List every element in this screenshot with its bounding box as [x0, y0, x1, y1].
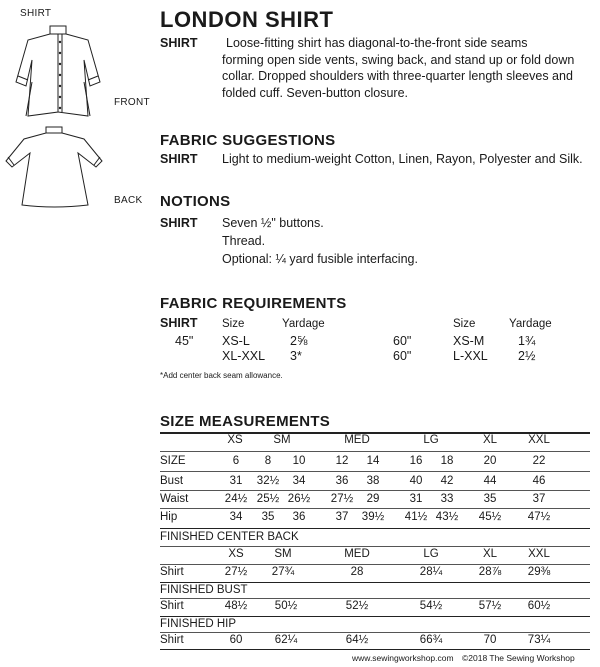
table-cell: 6 — [232, 455, 240, 467]
table-cell: 46 — [532, 475, 546, 487]
table-cell: 31 — [229, 475, 243, 487]
table-cell: 24½ — [224, 493, 248, 505]
table-cell: 40 — [409, 475, 423, 487]
table-cell: 52½ — [345, 600, 369, 612]
table-cell: 16 — [409, 455, 423, 467]
size-header: Size — [453, 318, 476, 330]
row-label: Shirt — [160, 600, 184, 612]
size-group-header: SM — [274, 548, 292, 560]
row-label: SIZE — [160, 455, 186, 467]
table-cell: 70 — [483, 634, 497, 646]
size-header: Size — [222, 318, 245, 330]
table-cell: 28⅞ — [478, 566, 502, 578]
row-label: Bust — [160, 475, 184, 487]
fabric-width: 45" — [175, 334, 194, 348]
table-cell: 29⅜ — [527, 566, 551, 578]
table-cell: 48½ — [224, 600, 248, 612]
table-cell: 25½ — [256, 493, 280, 505]
table-cell: 28¼ — [419, 566, 443, 578]
req-size: XS-M — [453, 334, 485, 348]
table-divider — [160, 528, 590, 529]
table-cell: 20 — [483, 455, 497, 467]
size-group-header: LG — [423, 434, 439, 446]
table-cell: 57½ — [478, 600, 502, 612]
notion-item: Optional: ¼ yard fusible interfacing. — [222, 252, 418, 266]
row-label: Shirt — [160, 566, 184, 578]
table-cell: 12 — [335, 455, 349, 467]
table-divider — [160, 582, 590, 583]
notion-item: Seven ½" buttons. — [222, 216, 324, 230]
table-divider — [160, 564, 590, 565]
notions-label: SHIRT — [160, 216, 198, 230]
table-divider — [160, 632, 590, 633]
table-cell: 37 — [532, 493, 546, 505]
description-line: forming open side vents, swing back, and stand up or fold down — [222, 52, 575, 67]
row-label: Hip — [160, 511, 178, 523]
description-label: SHIRT — [160, 36, 198, 50]
footer-copyright: ©2018 The Sewing Workshop — [462, 653, 575, 663]
req-size: XS-L — [222, 334, 250, 348]
size-group-header: MED — [344, 548, 370, 560]
size-measurements-heading: SIZE MEASUREMENTS — [160, 413, 331, 430]
row-label: Waist — [160, 493, 189, 505]
fabric-suggestions-text: Light to medium-weight Cotton, Linen, Rayon, Polyester and Silk. — [222, 152, 583, 166]
table-cell: 64½ — [345, 634, 369, 646]
description-line: folded cuff. Seven-button closure. — [222, 85, 408, 100]
table-cell: 27½ — [330, 493, 354, 505]
table-cell: 38 — [366, 475, 380, 487]
req-yardage: 3* — [290, 349, 302, 363]
table-cell: 60 — [229, 634, 243, 646]
back-view-label: BACK — [114, 195, 143, 206]
table-divider — [160, 546, 590, 547]
row-label: Shirt — [160, 634, 184, 646]
table-cell: 44 — [483, 475, 497, 487]
table-cell: 22 — [532, 455, 546, 467]
table-cell: 14 — [366, 455, 380, 467]
description-line: Loose-fitting shirt has diagonal-to-the-front side seams — [226, 36, 528, 50]
size-group-header: LG — [423, 548, 439, 560]
table-cell: 43½ — [435, 511, 459, 523]
table-cell: 42 — [440, 475, 454, 487]
table-cell: 35 — [483, 493, 497, 505]
req-size: XL-XXL — [222, 349, 266, 363]
table-cell: 26½ — [287, 493, 311, 505]
size-group-header: XS — [228, 548, 244, 560]
size-group-header: XL — [482, 434, 498, 446]
req-yardage: 2½ — [518, 349, 536, 363]
fabric-suggestions-heading: FABRIC SUGGESTIONS — [160, 132, 336, 149]
table-cell: 28 — [350, 566, 364, 578]
fabric-suggestions-label: SHIRT — [160, 152, 198, 166]
table-cell: 31 — [409, 493, 423, 505]
table-cell: 66¾ — [419, 634, 443, 646]
table-cell: 45½ — [478, 511, 502, 523]
table-divider — [160, 508, 590, 509]
size-group-header: XXL — [528, 434, 550, 446]
shirt-illustration-label: SHIRT — [20, 8, 52, 19]
footnote: *Add center back seam allowance. — [160, 371, 283, 380]
req-size: L-XXL — [453, 349, 488, 363]
fabric-width: 60" — [393, 334, 412, 348]
finished-hip-heading: FINISHED HIP — [160, 618, 237, 630]
table-cell: 34 — [292, 475, 306, 487]
table-cell: 41½ — [404, 511, 428, 523]
table-cell: 47½ — [527, 511, 551, 523]
table-cell: 62¼ — [274, 634, 298, 646]
table-cell: 34 — [229, 511, 243, 523]
shirt-back-illustration — [2, 125, 107, 210]
table-cell: 37 — [335, 511, 349, 523]
table-cell: 8 — [264, 455, 272, 467]
table-cell: 54½ — [419, 600, 443, 612]
table-cell: 27½ — [224, 566, 248, 578]
finished-center-back-heading: FINISHED CENTER BACK — [160, 531, 299, 543]
req-yardage: 1¾ — [518, 334, 536, 348]
shirt-front-illustration — [10, 20, 110, 120]
description-line: collar. Dropped shoulders with three-quarter length sleeves and — [222, 69, 573, 83]
yardage-header: Yardage — [509, 318, 552, 330]
table-cell: 10 — [292, 455, 306, 467]
table-cell: 29 — [366, 493, 380, 505]
table-divider — [160, 649, 590, 650]
size-group-header: SM — [273, 434, 291, 446]
notions-heading: NOTIONS — [160, 193, 231, 210]
footer-website: www.sewingworkshop.com — [352, 653, 454, 663]
page-title: LONDON SHIRT — [160, 7, 334, 32]
table-divider — [160, 598, 590, 599]
size-group-header: MED — [344, 434, 370, 446]
table-cell: 50½ — [274, 600, 298, 612]
size-group-header: XXL — [528, 548, 550, 560]
table-cell: 18 — [440, 455, 454, 467]
req-yardage: 2⅝ — [290, 334, 308, 348]
table-cell: 36 — [292, 511, 306, 523]
table-divider — [160, 432, 590, 434]
notion-item: Thread. — [222, 234, 266, 248]
yardage-header: Yardage — [282, 318, 325, 330]
fabric-requirements-label: SHIRT — [160, 316, 198, 330]
table-cell: 60½ — [527, 600, 551, 612]
fabric-requirements-heading: FABRIC REQUIREMENTS — [160, 295, 347, 312]
table-divider — [160, 451, 590, 452]
table-cell: 35 — [261, 511, 275, 523]
table-cell: 33 — [440, 493, 454, 505]
finished-bust-heading: FINISHED BUST — [160, 584, 248, 596]
table-cell: 39½ — [361, 511, 385, 523]
front-view-label: FRONT — [114, 97, 150, 108]
fabric-width: 60" — [393, 349, 412, 363]
table-cell: 32½ — [256, 475, 280, 487]
table-divider — [160, 471, 590, 472]
size-group-header: XL — [482, 548, 498, 560]
table-divider — [160, 616, 590, 617]
size-group-header: XS — [227, 434, 243, 446]
table-cell: 27¾ — [271, 566, 295, 578]
table-cell: 73¼ — [527, 634, 551, 646]
table-divider — [160, 490, 590, 491]
table-cell: 36 — [335, 475, 349, 487]
